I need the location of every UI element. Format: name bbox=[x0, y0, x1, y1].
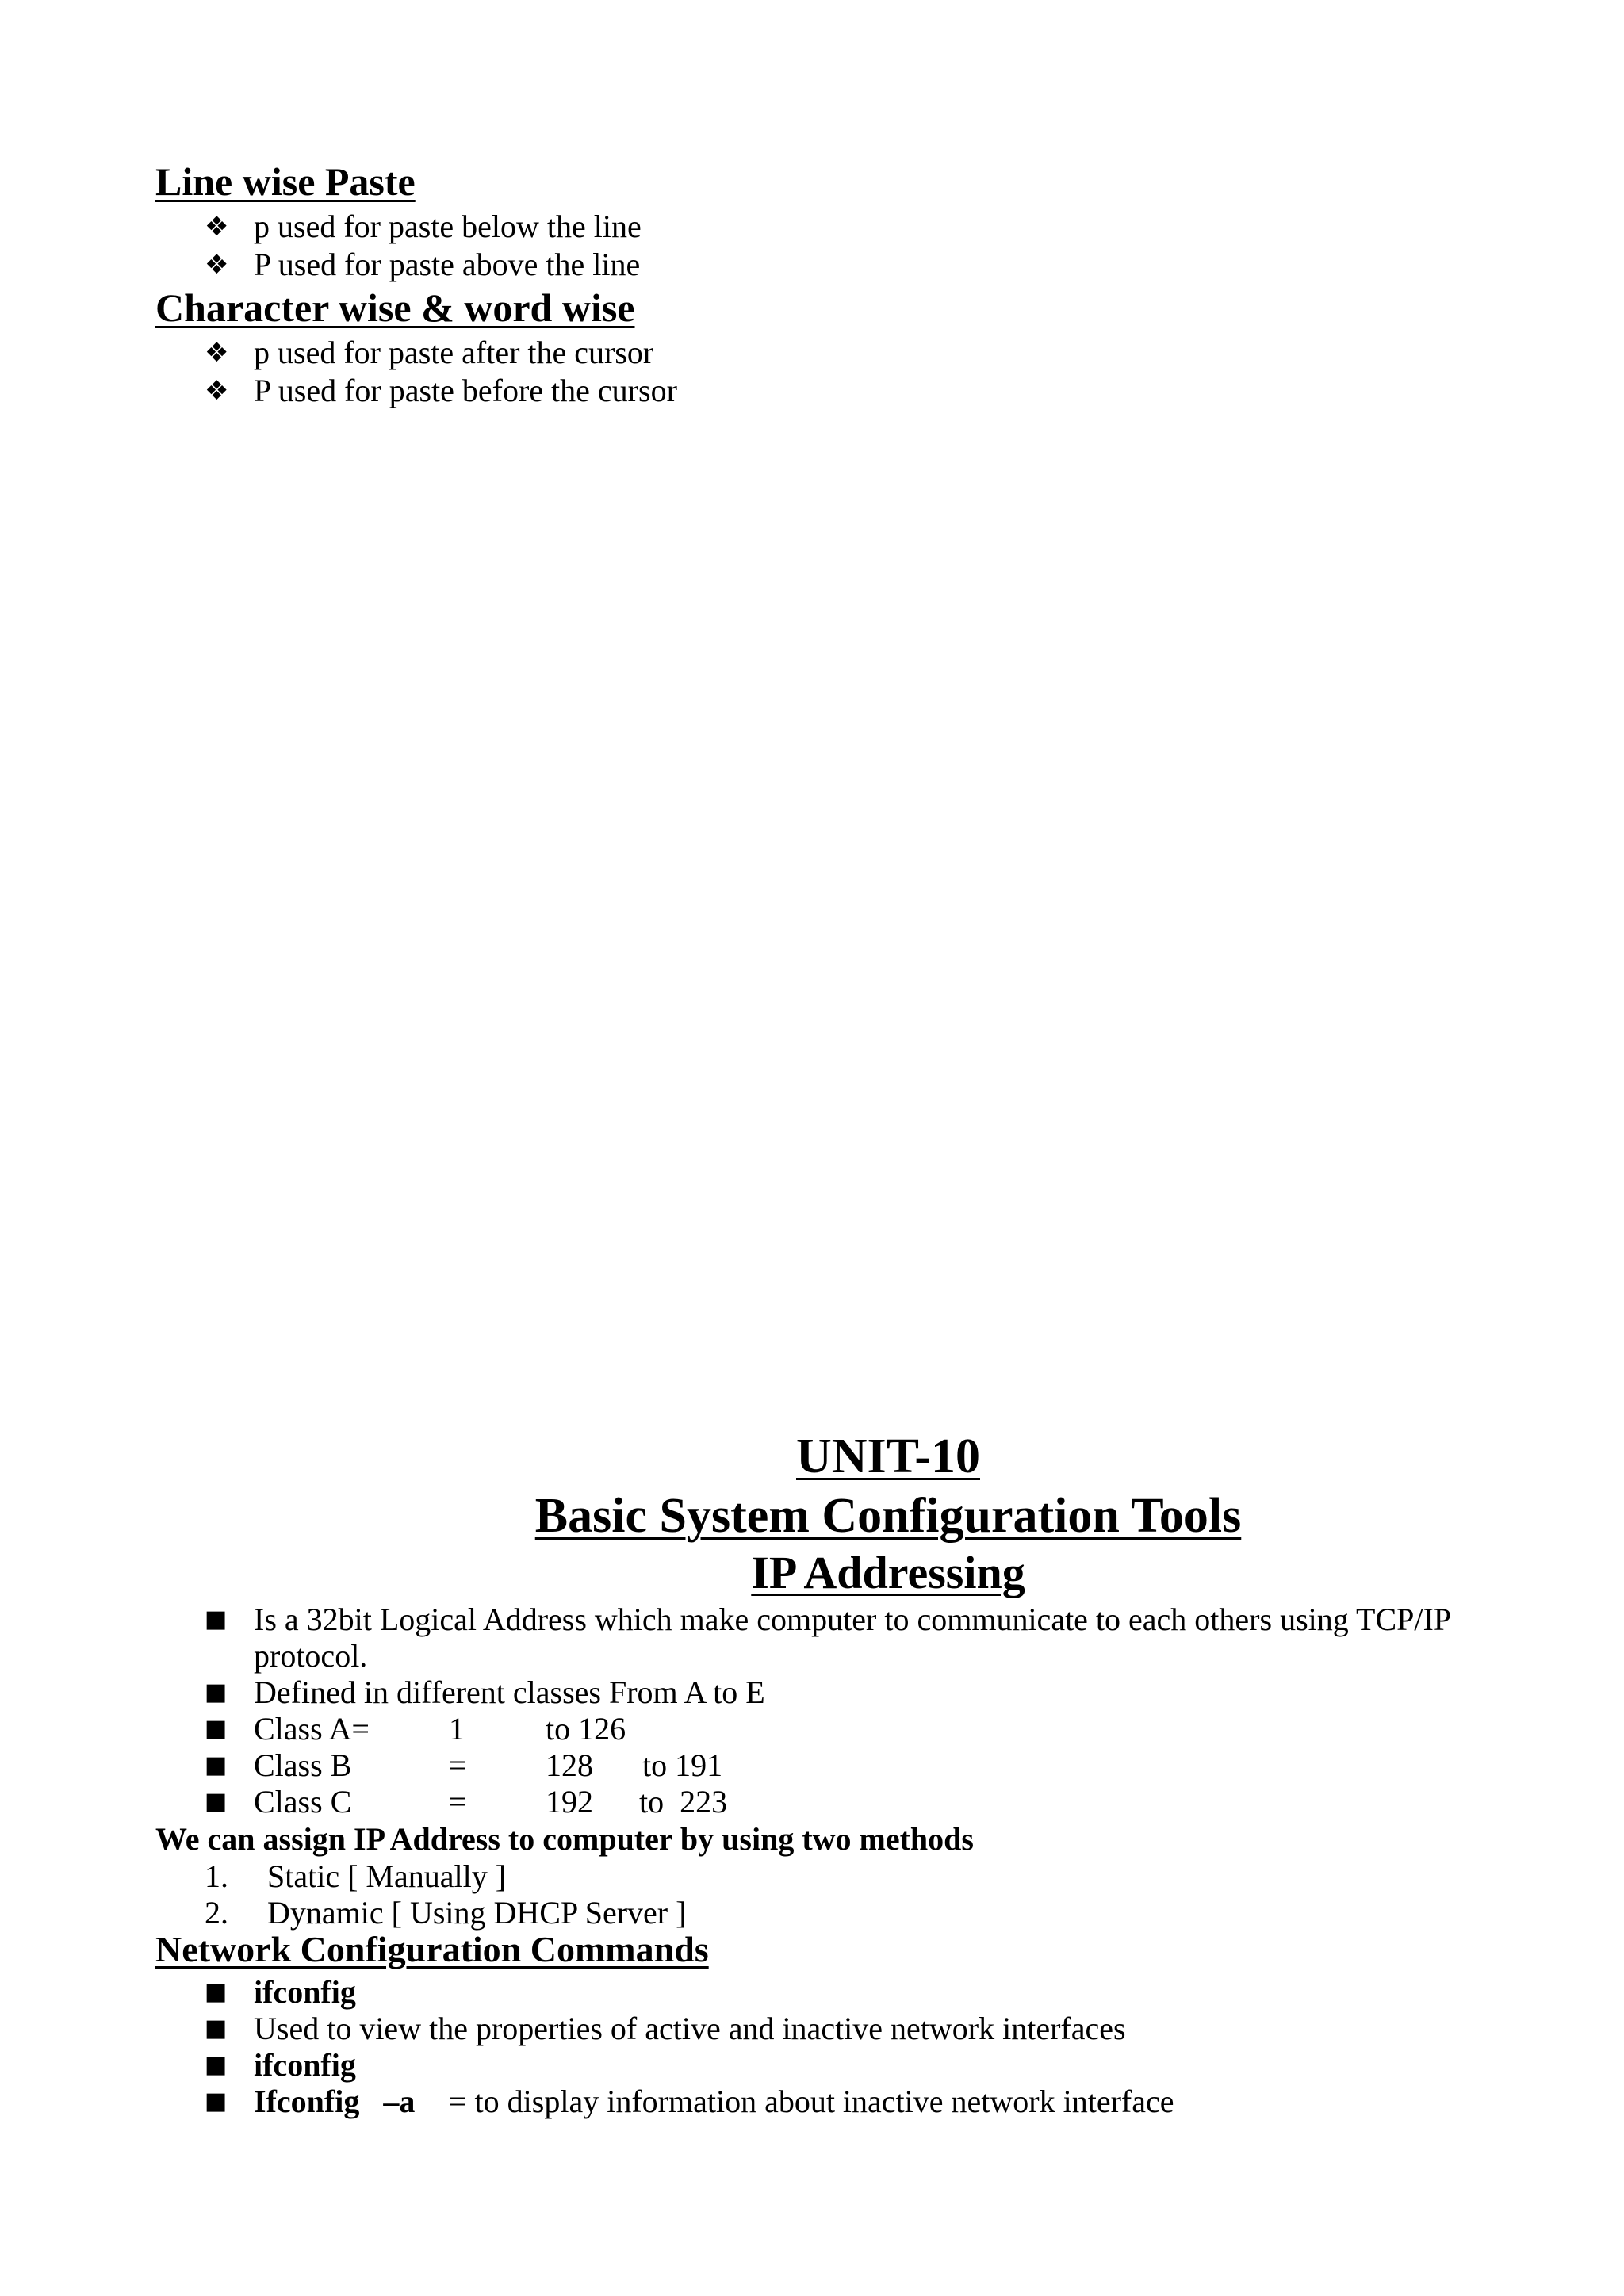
command-description: = to display information about inactive network interface bbox=[449, 2084, 1174, 2119]
diamond-bullet-icon: ❖ bbox=[205, 249, 229, 281]
square-bullet-icon: ■ bbox=[205, 2087, 228, 2115]
class-name: Class B bbox=[254, 1747, 352, 1783]
heading-character-wise: Character wise & word wise bbox=[155, 285, 635, 330]
square-bullet-icon: ■ bbox=[205, 1678, 228, 1706]
list-item-text: p used for paste after the cursor bbox=[254, 335, 654, 370]
command-name: ifconfig bbox=[254, 1974, 356, 2010]
diamond-bullet-icon: ❖ bbox=[205, 337, 229, 369]
class-equals: = bbox=[449, 1747, 467, 1783]
class-range-end: to 191 bbox=[642, 1747, 723, 1783]
heading-network-commands: Network Configuration Commands bbox=[155, 1929, 709, 1969]
class-range-start: 192 bbox=[546, 1784, 593, 1820]
list-item-text: Defined in different classes From A to E bbox=[254, 1674, 765, 1710]
methods-intro: We can assign IP Address to computer by using two methods bbox=[155, 1821, 974, 1857]
unit-subtitle: Basic System Configuration Tools bbox=[534, 1489, 1242, 1543]
square-bullet-icon: ■ bbox=[205, 1788, 228, 1816]
command-name: Ifconfig –a bbox=[254, 2084, 416, 2119]
diamond-bullet-icon: ❖ bbox=[205, 375, 229, 407]
unit-title: UNIT-10 bbox=[796, 1429, 980, 1483]
class-range-start: 1 bbox=[449, 1711, 465, 1747]
list-item-text: P used for paste before the cursor bbox=[254, 373, 677, 408]
item-text: Dynamic [ Using DHCP Server ] bbox=[267, 1895, 687, 1931]
item-text: Static [ Manually ] bbox=[267, 1858, 507, 1894]
topic-heading: IP Addressing bbox=[751, 1547, 1025, 1598]
command-name: ifconfig bbox=[254, 2047, 356, 2083]
class-range-end: to 223 bbox=[639, 1784, 728, 1820]
class-range-start: 128 bbox=[546, 1747, 593, 1783]
square-bullet-icon: ■ bbox=[205, 1978, 228, 2006]
square-bullet-icon: ■ bbox=[205, 1715, 228, 1743]
class-range-end: to 126 bbox=[546, 1711, 626, 1747]
item-number: 2. bbox=[205, 1895, 228, 1931]
class-name: Class C bbox=[254, 1784, 352, 1820]
list-item-text: p used for paste below the line bbox=[254, 209, 642, 244]
class-equals: = bbox=[449, 1784, 467, 1820]
square-bullet-icon: ■ bbox=[205, 1751, 228, 1779]
item-number: 1. bbox=[205, 1858, 228, 1894]
list-item-text: protocol. bbox=[254, 1638, 368, 1674]
diamond-bullet-icon: ❖ bbox=[205, 211, 229, 243]
list-item-text: P used for paste above the line bbox=[254, 247, 641, 282]
square-bullet-icon: ■ bbox=[205, 2051, 228, 2079]
heading-line-wise-paste: Line wise Paste bbox=[155, 159, 416, 204]
square-bullet-icon: ■ bbox=[205, 2015, 228, 2042]
square-bullet-icon: ■ bbox=[205, 1605, 228, 1633]
class-name: Class A= bbox=[254, 1711, 370, 1747]
list-item-text: Used to view the properties of active and inactive network interfaces bbox=[254, 2011, 1126, 2046]
list-item-text: Is a 32bit Logical Address which make computer to communicate to each others using TCP/IP bbox=[254, 1601, 1452, 1637]
